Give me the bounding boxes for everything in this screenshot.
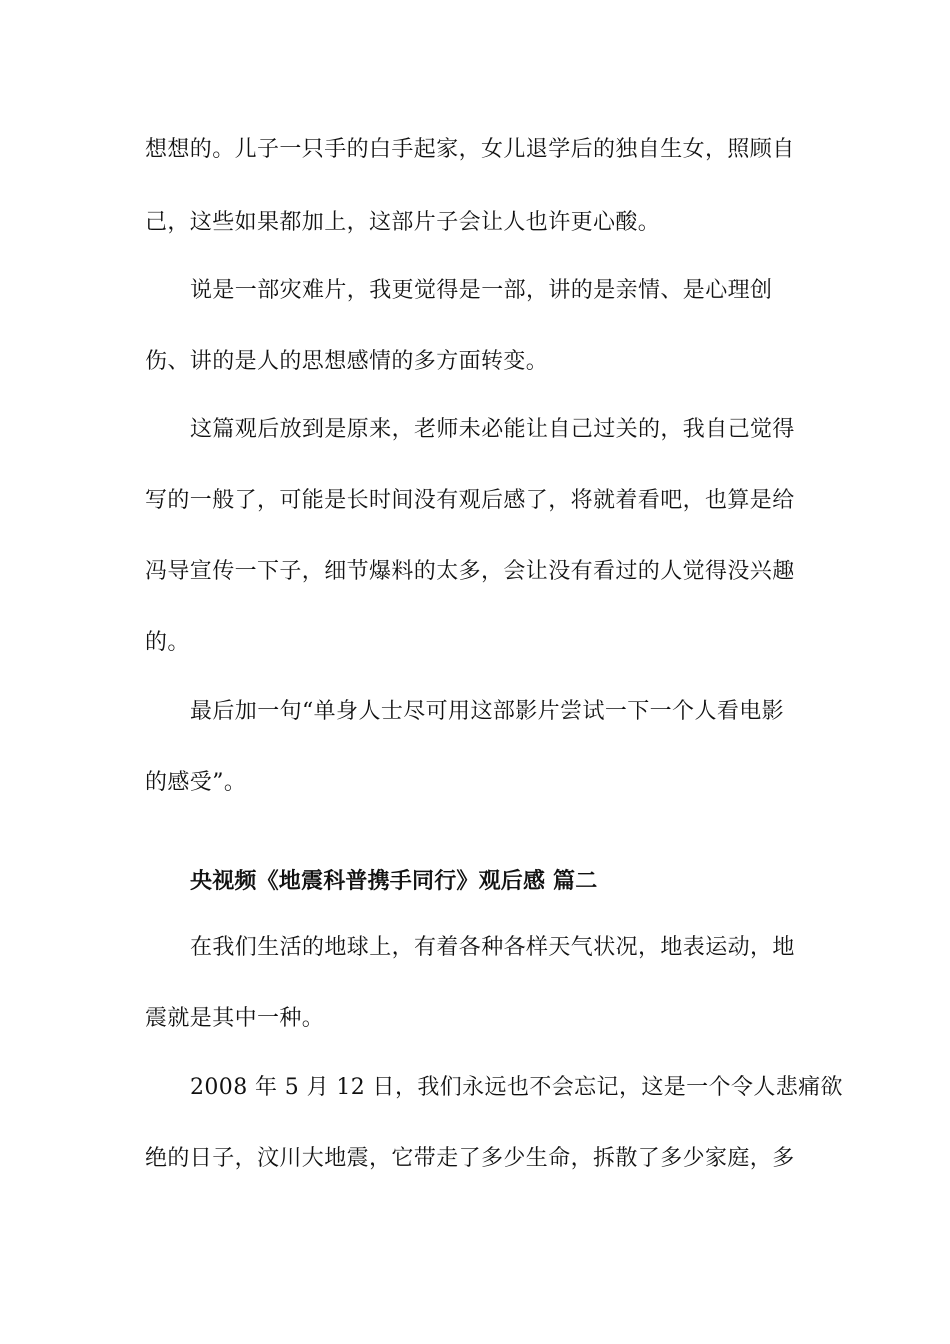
paragraph-line: 伤、讲的是人的思想感情的多方面转变。: [145, 349, 549, 374]
paragraph-line: 最后加一句“单身人士尽可用这部影片尝试一下一个人看电影: [190, 699, 785, 724]
paragraph-line: 己，这些如果都加上，这部片子会让人也许更心酸。: [145, 210, 661, 235]
section-heading: 央视频《地震科普携手同行》观后感 篇二: [190, 868, 598, 894]
paragraph-line: 说是一部灾难片，我更觉得是一部，讲的是亲情、是心理创: [190, 278, 773, 303]
paragraph-line: 2008 年 5 月 12 日，我们永远也不会忘记，这是一个令人悲痛欲: [190, 1075, 843, 1100]
paragraph-line: 的感受”。: [145, 770, 247, 795]
paragraph-line: 想想的。儿子一只手的白手起家，女儿退学后的独自生女，照顾自: [145, 137, 795, 162]
paragraph-line: 绝的日子，汶川大地震，它带走了多少生命，拆散了多少家庭，多: [145, 1146, 795, 1171]
paragraph-line: 的。: [145, 630, 190, 655]
paragraph-line: 冯导宣传一下子，细节爆料的太多，会让没有看过的人觉得没兴趣: [145, 559, 795, 584]
paragraph-line: 在我们生活的地球上，有着各种各样天气状况，地表运动，地: [190, 935, 795, 960]
paragraph-line: 震就是其中一种。: [145, 1006, 325, 1031]
paragraph-line: 这篇观后放到是原来，老师未必能让自己过关的，我自己觉得: [190, 417, 795, 442]
paragraph-line: 写的一般了，可能是长时间没有观后感了，将就着看吧，也算是给: [145, 488, 795, 513]
